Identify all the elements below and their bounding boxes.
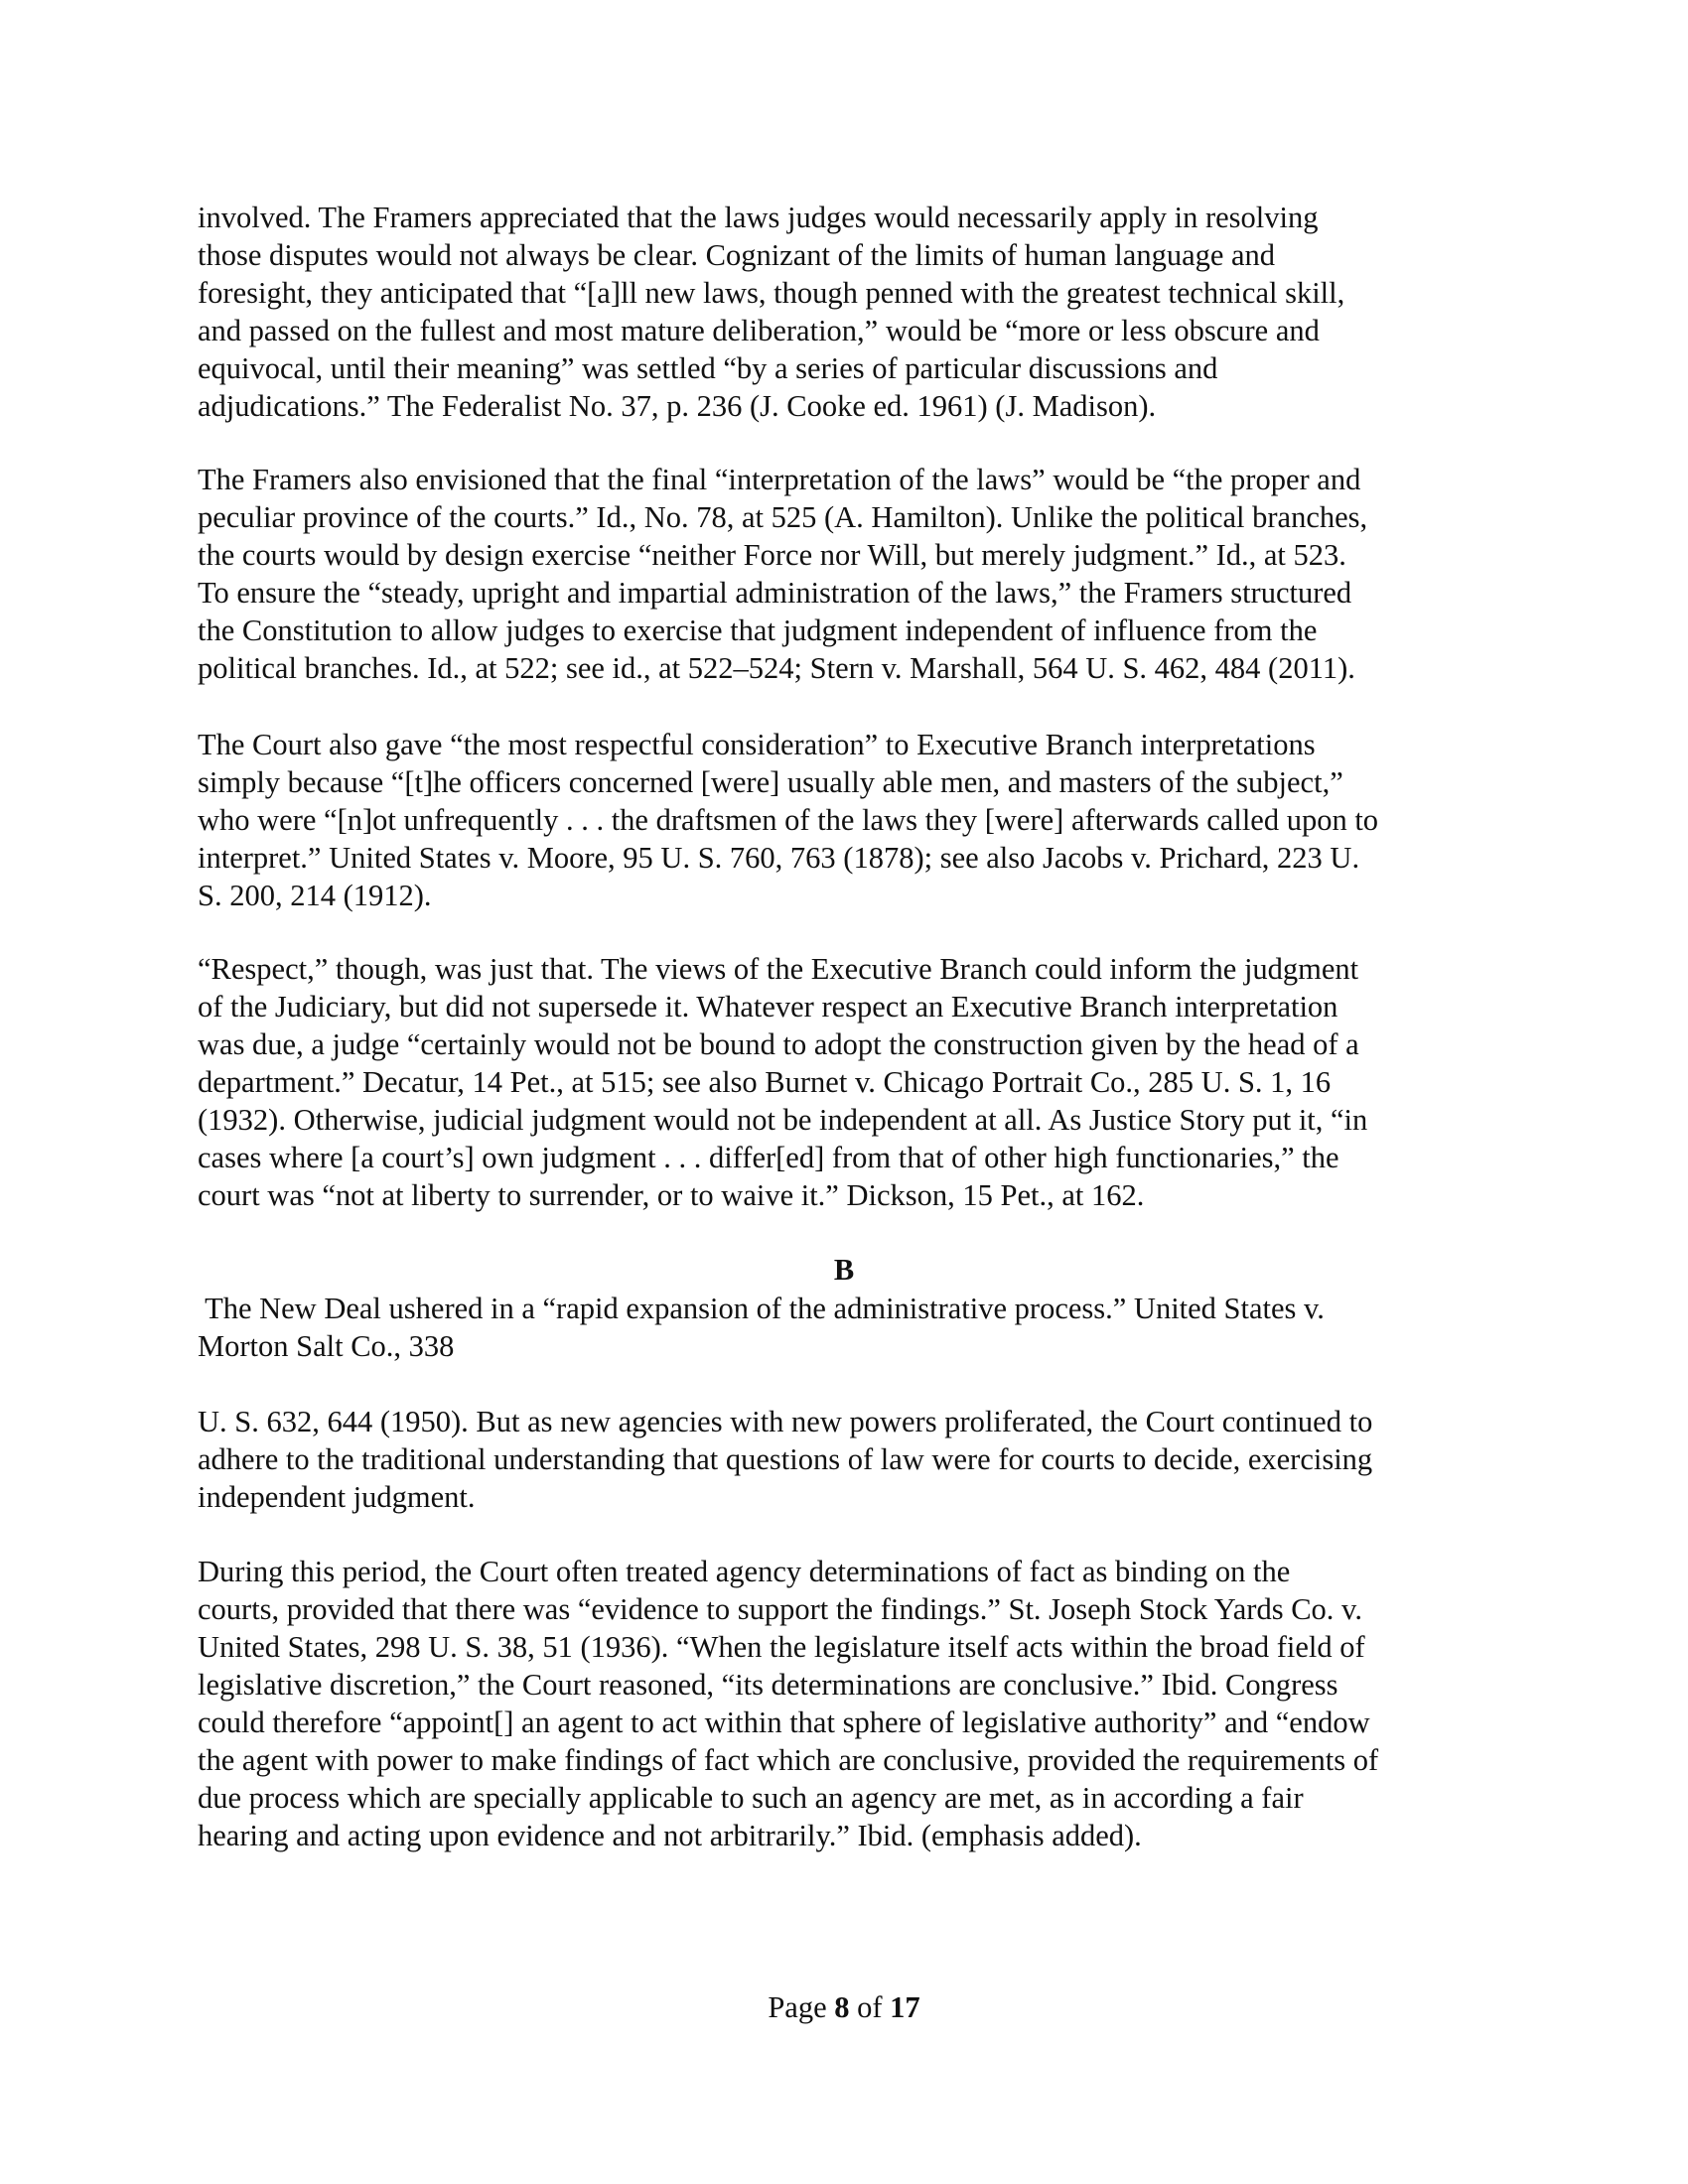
text-line: To ensure the “steady, upright and impartial administration of the laws,” the Framers structured [198,576,1352,610]
paragraph-6 [198,1403,1372,1516]
text-line: and passed on the fullest and most mature deliberation,” would be “more or less obscure and [198,314,1320,347]
text-line: peculiar province of the courts.” Id., No. 78, at 525 (A. Hamilton). Unlike the political branches, [198,500,1368,534]
text-line: those disputes would not always be clear. Cognizant of the limits of human language and [198,238,1276,272]
text-line: foresight, they anticipated that “[a]ll new laws, though penned with the greatest technical skill, [198,276,1345,310]
paragraph-3 [198,726,1378,914]
text-line: adhere to the traditional understanding that questions of law were for courts to decide, exercising [198,1442,1373,1476]
text-line: cases where [a court’s] own judgment . . . differ[ed] from that of other high functionaries,” the [198,1141,1339,1174]
text-line: due process which are specially applicable to such an agency are met, as in according a fair [198,1781,1304,1815]
text-line: (1932). Otherwise, judicial judgment would not be independent at all. As Justice Story put it, “in [198,1103,1368,1137]
page-label: Page [768,1990,827,2024]
text-line: political branches. Id., at 522; see id., at 522–524; Stern v. Marshall, 564 U. S. 462, 484 (2011). [198,651,1355,685]
page-number: 8 [834,1990,850,2024]
section-heading: B [833,1253,855,1287]
text-line: hearing and acting upon evidence and not arbitrarily.” Ibid. (emphasis added). [198,1819,1142,1852]
text-line: simply because “[t]he officers concerned [were] usually able men, and masters of the subject,” [198,765,1343,799]
text-line: independent judgment. [198,1480,476,1514]
text-line: equivocal, until their meaning” was settled “by a series of particular discussions and [198,351,1218,385]
text-line: legislative discretion,” the Court reasoned, “its determinations are conclusive.” Ibid. Congress [198,1668,1338,1702]
text-line: U. S. 632, 644 (1950). But as new agencies with new powers proliferated, the Court continued to [198,1405,1373,1438]
total-pages: 17 [890,1990,920,2024]
text-line: the Constitution to allow judges to exercise that judgment independent of influence from the [198,614,1318,647]
paragraph-2 [198,461,1367,687]
text-line: During this period, the Court often treated agency determinations of fact as binding on the [198,1555,1291,1588]
text-line: The Framers also envisioned that the final “interpretation of the laws” would be “the proper and [198,463,1361,496]
text-line: The Court also gave “the most respectful consideration” to Executive Branch interpretations [198,728,1316,761]
of-label: of [857,1990,883,2024]
paragraph-7 [198,1553,1378,1854]
text-line: was due, a judge “certainly would not be bound to adopt the construction given by the head of a [198,1027,1359,1061]
paragraph-1 [198,199,1344,425]
page-footer [0,1988,1688,2026]
text-line: Morton Salt Co., 338 [198,1329,455,1363]
text-line: The New Deal ushered in a “rapid expansion of the administrative process.” United States v. [198,1292,1325,1325]
text-line: adjudications.” The Federalist No. 37, p. 236 (J. Cooke ed. 1961) (J. Madison). [198,389,1157,423]
text-line: courts, provided that there was “evidence to support the findings.” St. Joseph Stock Yards Co. v. [198,1592,1362,1626]
text-line: department.” Decatur, 14 Pet., at 515; see also Burnet v. Chicago Portrait Co., 285 U. S. 1, 16 [198,1065,1332,1099]
text-line: the courts would by design exercise “neither Force nor Will, but merely judgment.” Id., at 523. [198,538,1346,572]
text-line: court was “not at liberty to surrender, or to waive it.” Dickson, 15 Pet., at 162. [198,1178,1145,1212]
paragraph-5 [198,1290,1325,1365]
text-line: the agent with power to make findings of fact which are conclusive, provided the requirements of [198,1743,1379,1777]
text-line: who were “[n]ot unfrequently . . . the draftsmen of the laws they [were] afterwards called upon to [198,803,1379,837]
text-line: could therefore “appoint[] an agent to act within that sphere of legislative authority” and “endow [198,1706,1370,1739]
text-line: involved. The Framers appreciated that the laws judges would necessarily apply in resolving [198,201,1319,234]
text-line: “Respect,” though, was just that. The views of the Executive Branch could inform the judgment [198,952,1359,986]
text-line: interpret.” United States v. Moore, 95 U. S. 760, 763 (1878); see also Jacobs v. Prichard, 223 U. [198,841,1360,875]
paragraph-4 [198,950,1367,1214]
text-line: United States, 298 U. S. 38, 51 (1936). “When the legislature itself acts within the broad field of [198,1630,1365,1664]
text-line: S. 200, 214 (1912). [198,879,432,912]
text-line: of the Judiciary, but did not supersede it. Whatever respect an Executive Branch interpretation [198,990,1338,1024]
